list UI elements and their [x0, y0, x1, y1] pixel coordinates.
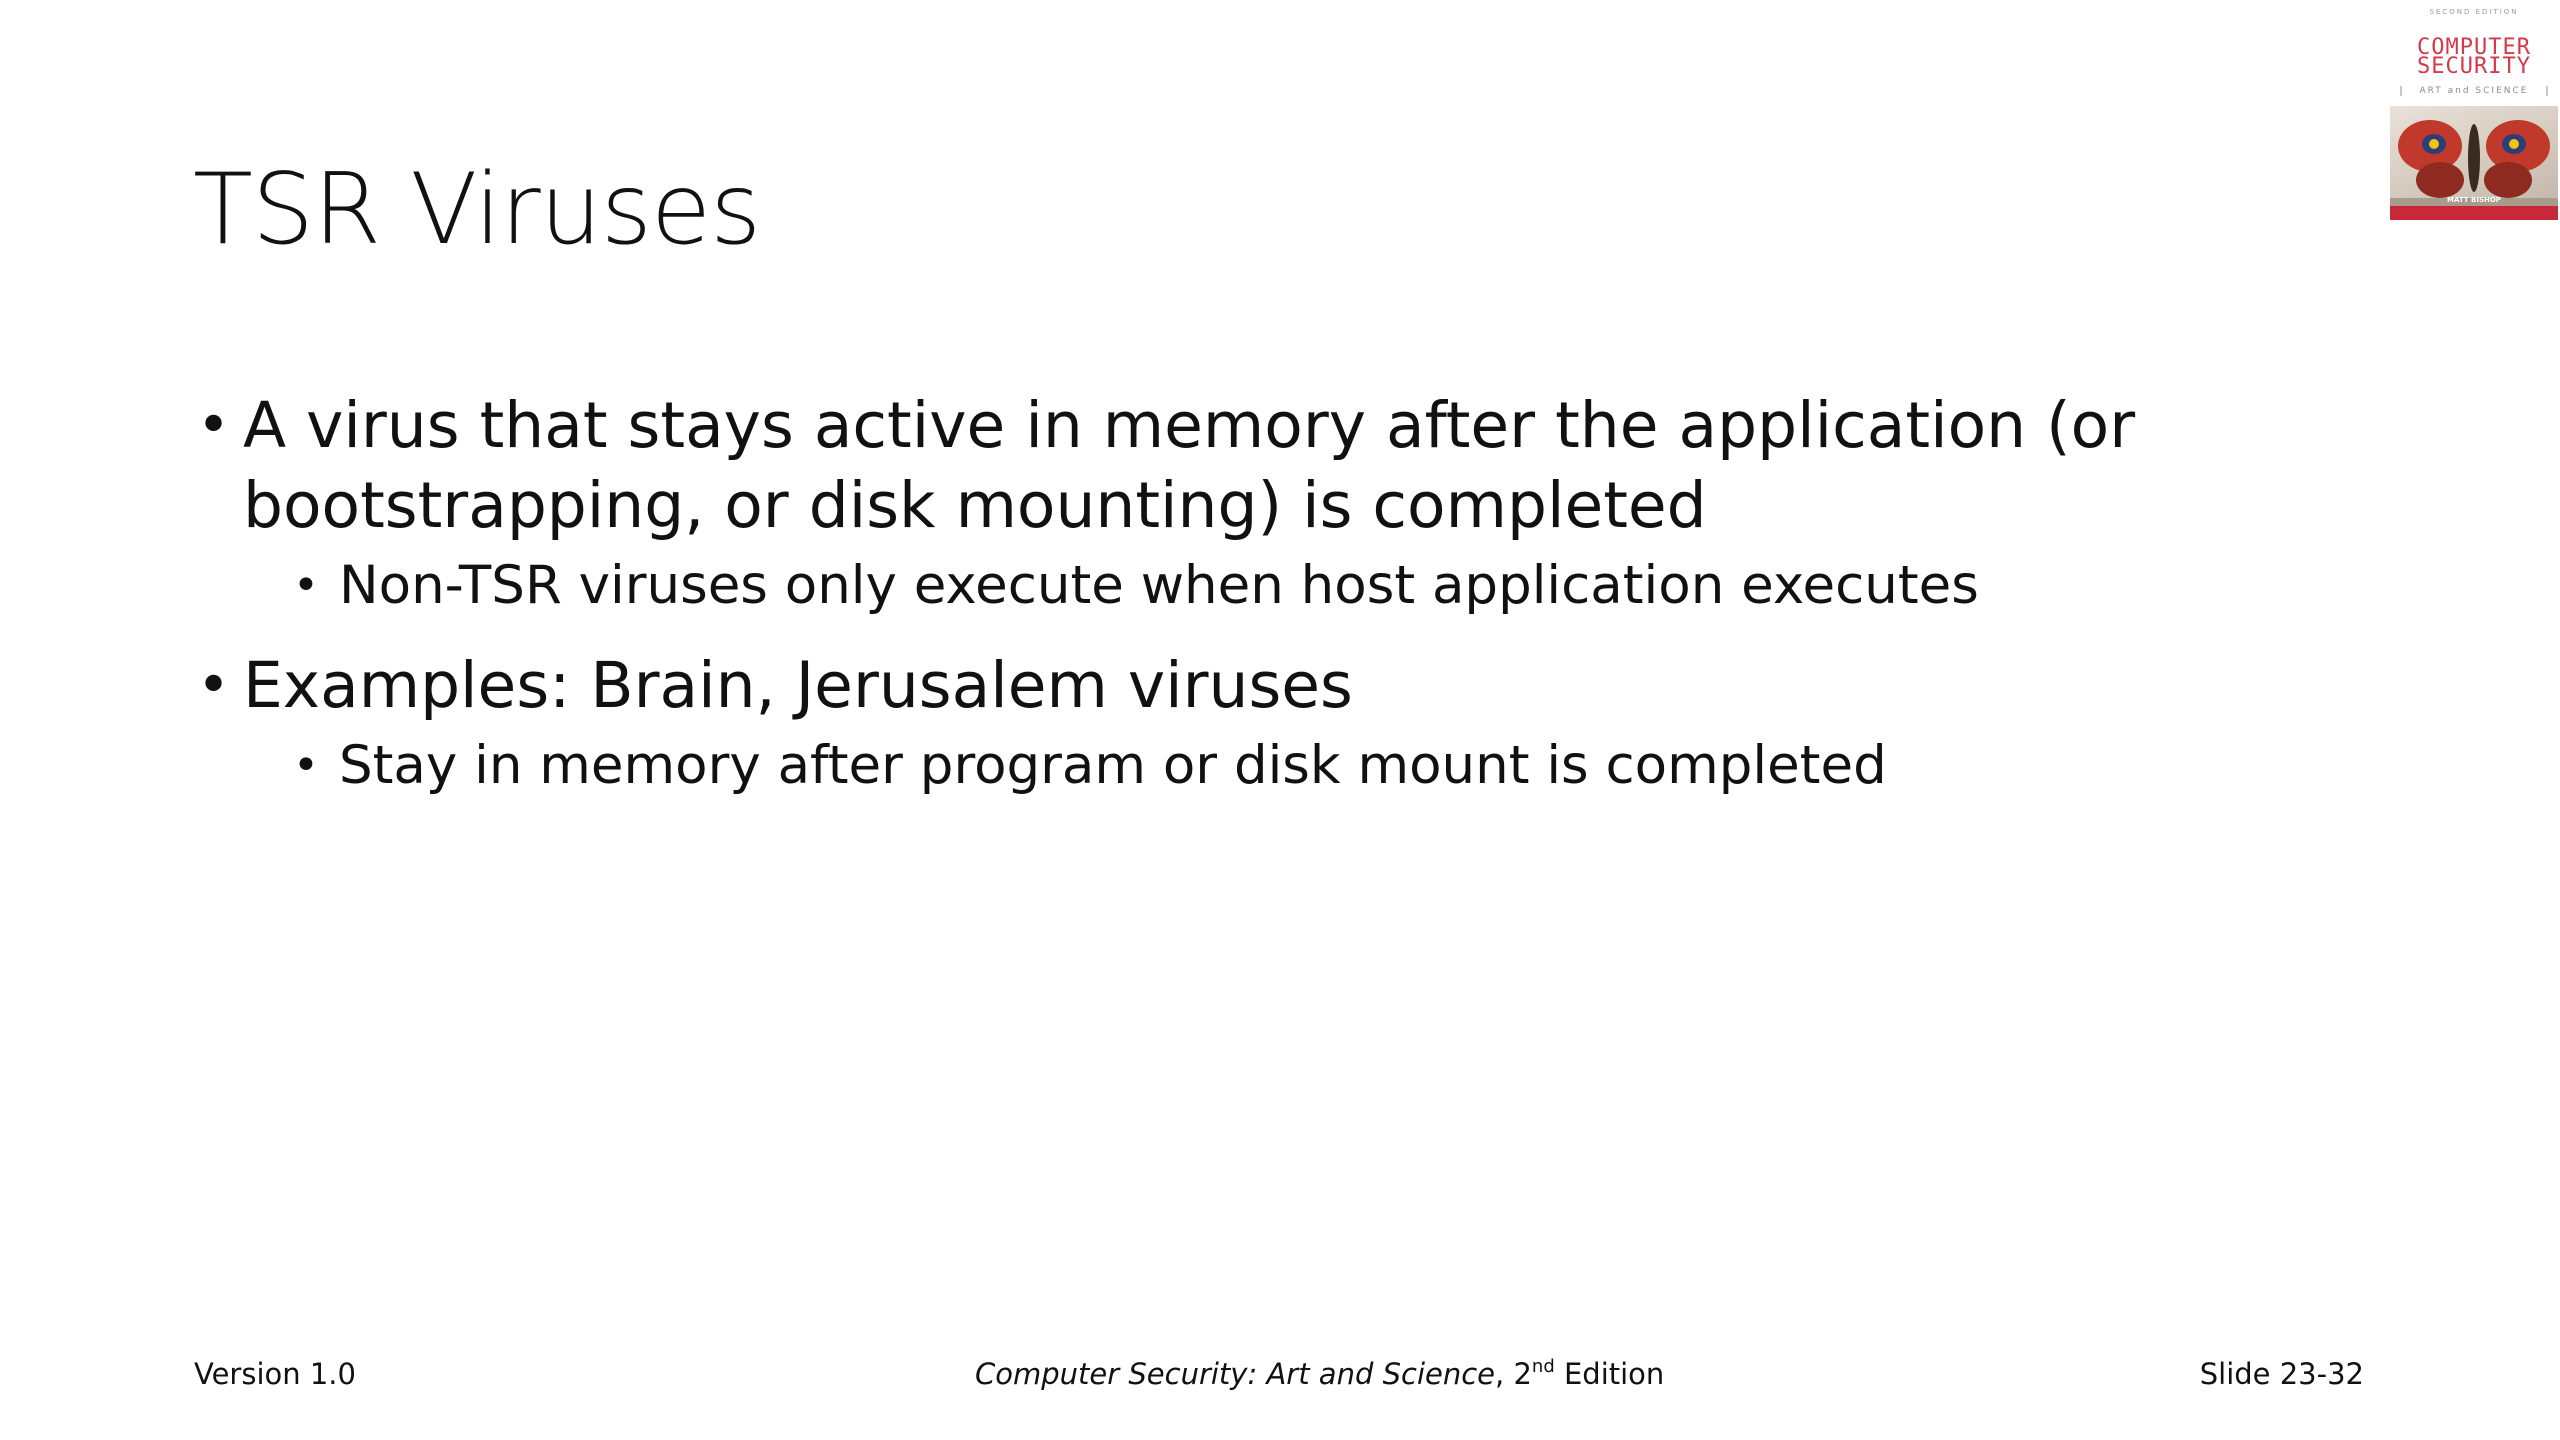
bullet-item: [193, 386, 2193, 546]
footer-slide-number: Slide 23-32: [2199, 1357, 2364, 1391]
cover-title-line: COMPUTER: [2417, 35, 2531, 60]
edition-word: Edition: [1554, 1357, 1665, 1391]
cover-subtitle: ART and SCIENCE: [2400, 86, 2548, 96]
bullet-text: A virus that stays active in memory after the application (or bootstrapping, or disk mounting) is completed: [243, 389, 2136, 542]
sub-bullet-item: [193, 732, 2193, 800]
slide-title: TSR Viruses: [193, 153, 761, 267]
cover-title: [2390, 35, 2558, 79]
bullet-dot-icon: •: [197, 393, 231, 458]
bullet-text: Examples: Brain, Jerusalem viruses: [243, 649, 1353, 722]
bullet-dot-icon: •: [197, 653, 231, 718]
sub-bullet-text: Stay in memory after program or disk mount is completed: [339, 735, 1887, 796]
bullet-dot-icon: •: [293, 560, 319, 611]
slide-content: [193, 386, 2193, 800]
edition-sup: nd: [1531, 1356, 1555, 1377]
bullet-dot-icon: •: [293, 740, 319, 791]
edition-sep: , 2: [1495, 1357, 1532, 1391]
cover-edition-text: SECOND EDITION: [2429, 8, 2519, 16]
footer-book-title: [975, 1356, 1664, 1392]
sub-bullet-item: [193, 552, 2193, 620]
cover-title-line: SECURITY: [2417, 54, 2531, 79]
footer-version: Version 1.0: [194, 1357, 356, 1391]
cover-red-bar: [2390, 206, 2558, 220]
book-cover-image: [2390, 8, 2558, 220]
bullet-item: [193, 646, 2193, 726]
sub-bullet-text: Non-TSR viruses only execute when host application executes: [339, 555, 1979, 616]
cover-author: MATT BISHOP: [2447, 196, 2501, 204]
book-title-text: Computer Security: Art and Science: [975, 1357, 1496, 1391]
